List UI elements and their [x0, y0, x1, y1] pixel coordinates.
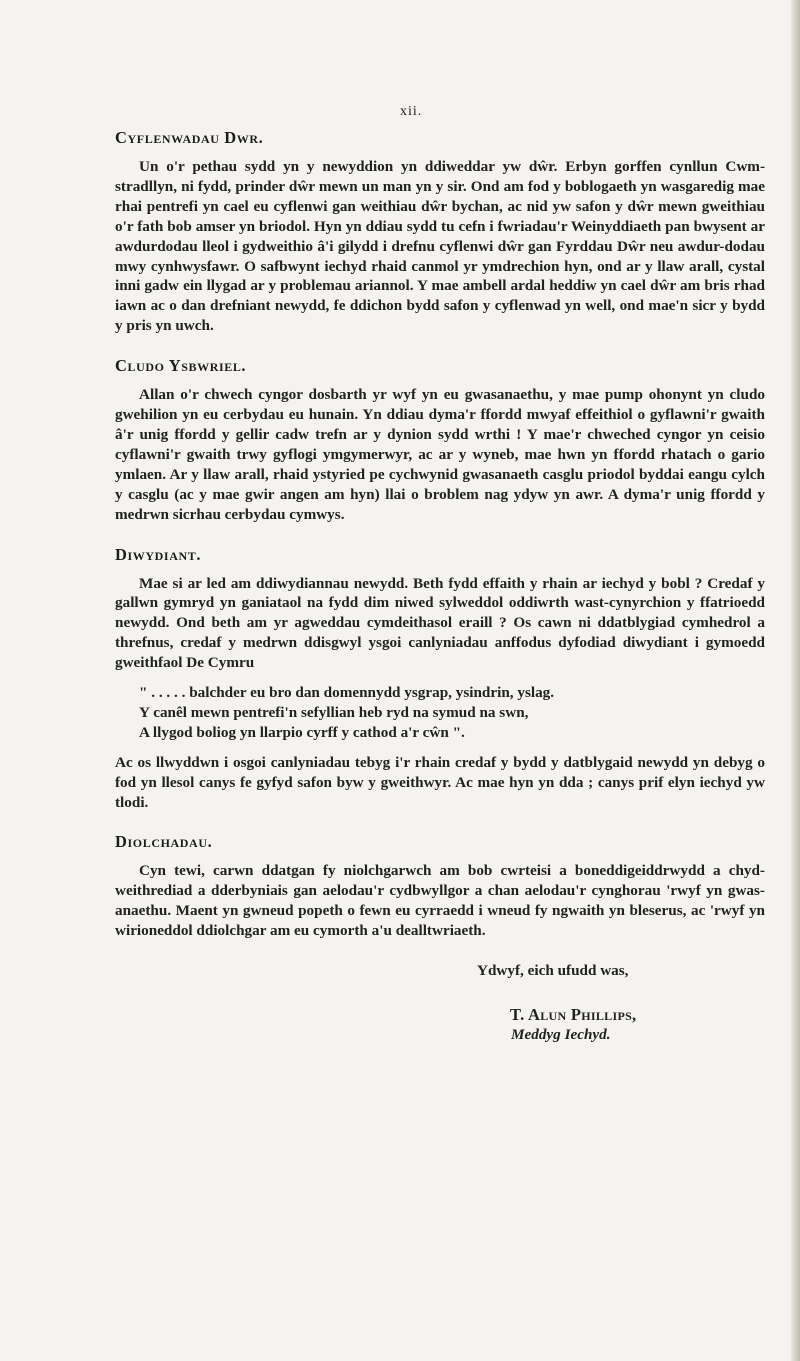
signatory-title: Meddyg Iechyd.: [511, 1026, 611, 1044]
page-edge-shadow: [791, 0, 800, 1361]
section-paragraph: Mae si ar led am ddiwydiannau newydd. Beth fydd effaith y rhain ar iechyd y bobl ? Credaf y gallwn gymryd yn ganiataol na fydd dim niwed sylweddol oddiwrth wast-cynyrchion y ffatrioedd newydd. Ond beth am yr agweddau cymdeithasol eraill ? Os cawn ni ddatblygiad cymhedrol a threfnus, credaf y medrwn ddisgwyl ysgoi canlyniadau anffodus dyfodiad diwydiant i gymoedd gweithfaol De Cymru: [115, 574, 765, 672]
section-heading: Cyflenwadau Dwr.: [115, 128, 264, 147]
page-body: [115, 98, 765, 1045]
section-paragraph-continued: Ac os llwyddwn i osgoi canlyniadau tebyg i'r rhain credaf y bydd y datblygaid newydd yn debyg o fod yn llesol canys fe gyfyd safon byw y gweithwyr. Ac mae hyn yn dda ; canys prif elyn iechyd yw tlodi.: [115, 753, 765, 811]
verse-line: A llygod boliog yn llarpio cyrff y cathod a'r cŵn ".: [139, 723, 465, 741]
closing-line: Ydwyf, eich ufudd was,: [477, 962, 629, 980]
page-number: xii.: [400, 104, 423, 119]
section-water-supplies: [115, 128, 765, 336]
section-heading: Diolchadau.: [115, 832, 213, 852]
section-heading: Cludo Ysbwriel.: [115, 356, 247, 376]
verse-line: Y canêl mewn pentrefi'n sefyllian heb ryd na symud na swn,: [139, 703, 529, 721]
section-paragraph: Cyn tewi, carwn ddatgan fy niolchgarwch am bob cwrteisi a boneddigeiddrwydd a chyd-weithrediad a dderbyniais gan aelodau'r cydbwyllgor a chan aelodau'r cynghorau 'rwyf yn gwas-anaethu. Maent yn gwneud popeth o fewn eu cyrraedd i wneud fy ngwaith yn bleserus, ac 'rwyf yn wirioneddol ddiolchgar am eu cymorth a'u dealltwriaeth.: [115, 862, 765, 940]
verse-quotation: [139, 683, 765, 743]
section-refuse-collection: [115, 356, 765, 524]
section-industry: [115, 545, 765, 813]
section-heading: Diwydiant.: [115, 544, 202, 564]
signatory-name: T. Alun Phillips,: [510, 1005, 637, 1025]
verse-line: " . . . . . balchder eu bro dan domennydd ysgrap, ysindrin, yslag.: [139, 684, 555, 702]
section-paragraph: Un o'r pethau sydd yn y newyddion yn ddiweddar yw dŵr. Erbyn gorffen cynllun Cwm-stradllyn, ni fydd, prinder dŵr mewn un man yn y sir. Ond am fod y boblogaeth yn wasgaredig mae rhai pentrefi yn cael eu cyflenwi gan weithiau dŵr bychan, ac nid yw safon y dŵr mewn gweithiau o'r fath bob amser yn briodol. Hyn yn ddiau sydd tu cefn i fwriadau'r Weinyddiaeth pan bwysent ar awdurdodau lleol i gydweithio â'i gilydd i drefnu cyflenwi dŵr gan Fyrddau Dŵr neu awdur-dodau mwy cynhwysfawr. O safbwynt iechyd rhaid canmol yr ymdrechion hyn, ond ar y llaw arall, cystal inni gadw ein llygad ar y problemau ariannol. Y mae ambell ardal heddiw yn cael dŵr am bris rhad iawn ac o dan drefniant newydd, fe ddichon bydd safon y cyflenwad yn well, ond mae'n sicr y bydd y pris yn uwch.: [115, 158, 765, 335]
section-paragraph: Allan o'r chwech cyngor dosbarth yr wyf yn eu gwasanaethu, y mae pump ohonynt yn cludo gwehilion yn eu cerbydau eu hunain. Yn ddiau dyma'r ffordd mwyaf effeithiol o gyflawni'r gwaith â'r unig ffordd y gellir cadw trefn ar y dynion sydd wrthi ! Y mae'r chweched cyngor yn ceisio cyflawni'r gwaith trwy gyflogi ymgymerwyr, ac ar y wyneb, mae hwn yn ffordd rhatach o gario ymlaen. Ar y llaw arall, rhaid ystyried pe cychwynid gwasanaeth casglu priodol byddai eangu cylch y casglu (ac y mae gwir angen am hyn) llai o broblem nag ydyw yn awr. A dyma'r unig ffordd y medrwn sicrhau cerbydau cymwys.: [115, 386, 765, 523]
section-acknowledgements: [115, 832, 765, 941]
